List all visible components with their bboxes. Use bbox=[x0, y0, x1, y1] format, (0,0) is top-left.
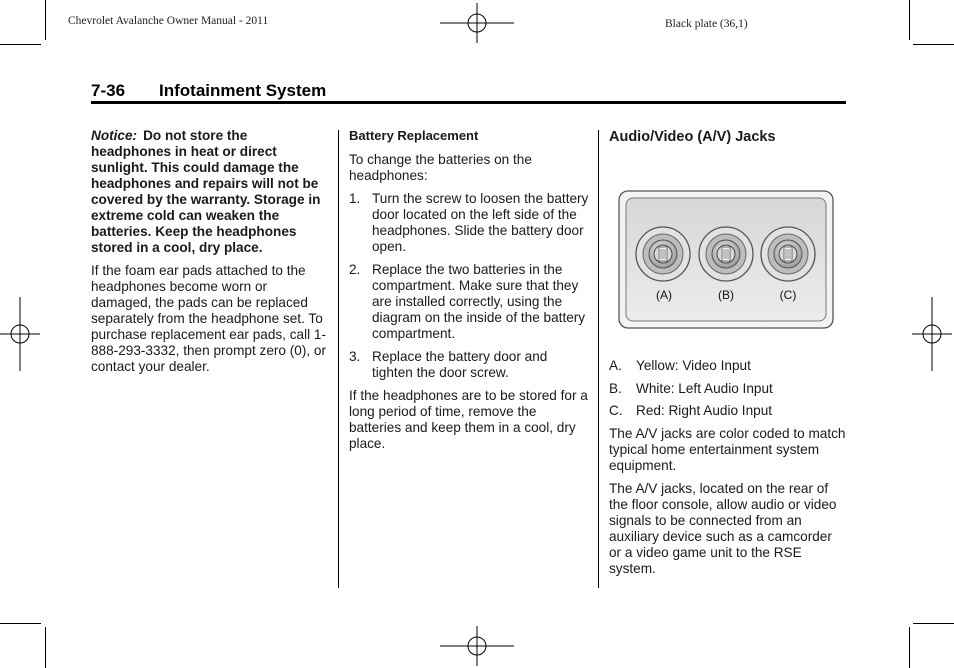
page-number: 7-36 bbox=[91, 81, 126, 100]
list-item bbox=[349, 262, 589, 342]
ear-pads-paragraph: If the foam ear pads attached to the headphones become worn or damaged, the pads can be replaced separately from the headphone set. To purchase replacement ear pads, call 1-888-293-3332, then prompt zero (0), or contact your dealer. bbox=[91, 263, 327, 374]
av-jacks-figure bbox=[618, 190, 834, 330]
column-1 bbox=[91, 128, 329, 382]
step-text: Replace the two batteries in the compartment. Make sure that they are installed correctly, using the diagram on the inside of the battery compartment. bbox=[372, 262, 586, 341]
step-text: Turn the screw to loosen the battery door located on the left side of the headphones. Slide the battery door open. bbox=[372, 191, 589, 254]
legend-text: Yellow: Video Input bbox=[636, 358, 751, 373]
crop-mark-bottom-right-h bbox=[913, 623, 954, 624]
storage-paragraph: If the headphones are to be stored for a long period of time, remove the batteries and keep them in a cool, dry place. bbox=[349, 388, 588, 451]
crop-mark-bottom-left-v bbox=[45, 627, 46, 668]
jack-a-icon bbox=[636, 227, 690, 281]
list-item bbox=[349, 191, 589, 255]
jack-b-icon bbox=[699, 227, 753, 281]
list-item bbox=[609, 403, 846, 419]
battery-replacement-heading: Battery Replacement bbox=[349, 128, 479, 143]
jack-b-label: (B) bbox=[718, 288, 734, 302]
crop-mark-bottom-right-v bbox=[909, 627, 910, 668]
registration-mark-top-icon bbox=[440, 3, 514, 43]
registration-mark-right-icon bbox=[912, 297, 952, 371]
jack-a-label: (A) bbox=[656, 288, 672, 302]
crop-mark-top-right-v bbox=[909, 0, 910, 40]
crop-mark-top-left-v bbox=[45, 0, 46, 40]
av-jacks-heading: Audio/Video (A/V) Jacks bbox=[609, 129, 776, 145]
legend-letter: B. bbox=[609, 380, 622, 396]
jack-c-icon bbox=[761, 227, 815, 281]
location-paragraph: The A/V jacks, located on the rear of the floor console, allow audio or video signals to be connected from an auxiliary device such as a camcorder or a video game unit to the RSE system. bbox=[609, 480, 837, 576]
list-item bbox=[349, 349, 589, 381]
crop-mark-bottom-left-h bbox=[0, 623, 41, 624]
step-number: 1. bbox=[349, 191, 361, 206]
legend-text: Red: Right Audio Input bbox=[636, 403, 773, 418]
list-item bbox=[609, 381, 846, 397]
step-number: 3. bbox=[349, 349, 361, 364]
column-divider-1 bbox=[338, 130, 339, 588]
notice-label: Notice: bbox=[91, 128, 138, 143]
crop-mark-top-left-h bbox=[0, 44, 41, 45]
legend-text: White: Left Audio Input bbox=[636, 380, 773, 396]
legend-letter: A. bbox=[609, 358, 622, 373]
step-number: 2. bbox=[349, 262, 361, 277]
running-header bbox=[91, 81, 846, 101]
av-jacks-legend bbox=[609, 358, 846, 584]
battery-intro: To change the batteries on the headphones: bbox=[349, 152, 532, 183]
registration-mark-bottom-icon bbox=[440, 626, 514, 666]
registration-mark-left-icon bbox=[0, 297, 40, 371]
plate-label: Black plate (36,1) bbox=[665, 18, 748, 30]
notice-text: Do not store the headphones in heat or direct sunlight. This could damage the headphones and repairs will not be covered by the warranty. Storage in extreme cold can weaken the batteries. Keep the headphones stored in a cool, dry place. bbox=[91, 128, 321, 255]
crop-mark-top-right-h bbox=[913, 44, 954, 45]
column-3 bbox=[609, 128, 846, 146]
color-coded-paragraph: The A/V jacks are color coded to match typical home entertainment system equipment. bbox=[609, 425, 846, 473]
section-title: Infotainment System bbox=[159, 81, 327, 100]
header-rule bbox=[91, 101, 846, 104]
battery-steps-list bbox=[349, 191, 589, 381]
notice-paragraph bbox=[91, 128, 329, 256]
legend-letter: C. bbox=[609, 403, 623, 418]
jack-c-label: (C) bbox=[779, 288, 797, 302]
manual-title: Chevrolet Avalanche Owner Manual - 2011 bbox=[68, 15, 269, 27]
column-2 bbox=[349, 128, 589, 459]
column-divider-2 bbox=[598, 130, 599, 588]
step-text: Replace the battery door and tighten the door screw. bbox=[372, 349, 548, 380]
list-item bbox=[609, 358, 846, 374]
